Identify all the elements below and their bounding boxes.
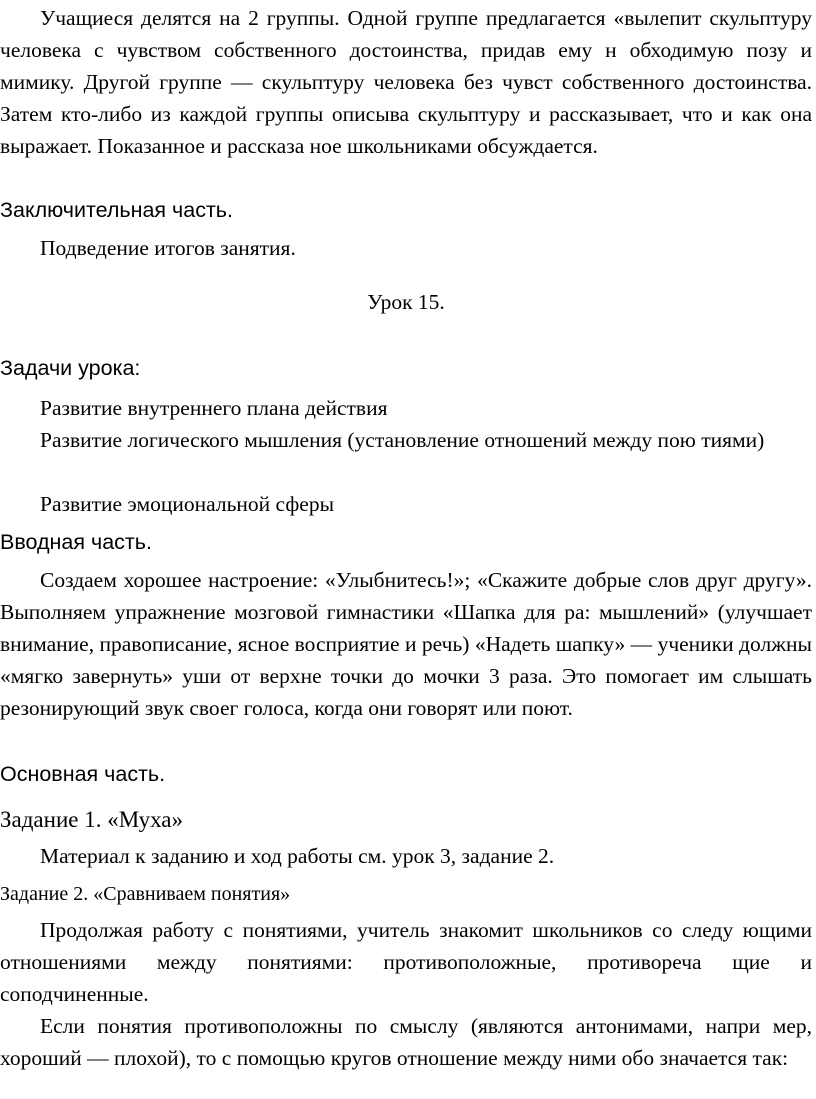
exercise-1-title: Задание 1. «Муха» [0,807,184,832]
paragraph-intro: Учащиеся делятся на 2 группы. Одной группе предлагается «вылепит скульптуру человека с чувством собственного достоинства, придав ему н обходимую позу и мимику. Другой группе — скульптуру человека без чувст собственного достоинства. Затем кто-либо из каждой группы описыва скульптуру и рассказывает, что и как она выражает. Показанное и рассказа ное школьниками обсуждается. [0,6,812,158]
exercise-2-title: Задание 2. «Сравниваем понятия» [0,883,291,905]
task-item-1: Развитие внутреннего плана действия [40,396,388,420]
heading-intro-part: Вводная часть. [0,530,152,554]
heading-final-part: Заключительная часть. [0,198,233,222]
lesson-title: Урок 15. [367,290,445,314]
paragraph-concepts: Продолжая работу с понятиями, учитель знакомит школьников со следу ющими отношениями между понятиями: противоположные, противореча щие и соподчиненные. [0,918,812,1006]
exercise-1-text: Материал к заданию и ход работы см. урок 3, задание 2. [40,844,555,868]
heading-lesson-tasks: Задачи урока: [0,356,141,380]
paragraph-opposite: Если понятия противоположны по смыслу (являются антонимами, напри мер, хороший — плохой), то с помощью кругов отношение между ними обо значается так: [0,1014,812,1070]
heading-main-part: Основная часть. [0,762,166,786]
task-item-3: Развитие эмоциональной сферы [40,492,335,516]
summary-line: Подведение итогов занятия. [40,236,296,260]
paragraph-mood: Создаем хорошее настроение: «Улыбнитесь!»; «Скажите добрые слов друг другу». Выполняем упражнение мозговой гимнастики «Шапка для ра: мышлений» (улучшает внимание, правописание, ясное восприятие и речь) «Надеть шапку» — ученики должны «мягко завернуть» уши от верхне точки до мочки 3 раза. Это помогает им слышать резонирующий звук своег голоса, когда они говорят или поют. [0,568,812,720]
task-item-2: Развитие логического мышления (установление отношений между пою тиями) [40,428,765,452]
